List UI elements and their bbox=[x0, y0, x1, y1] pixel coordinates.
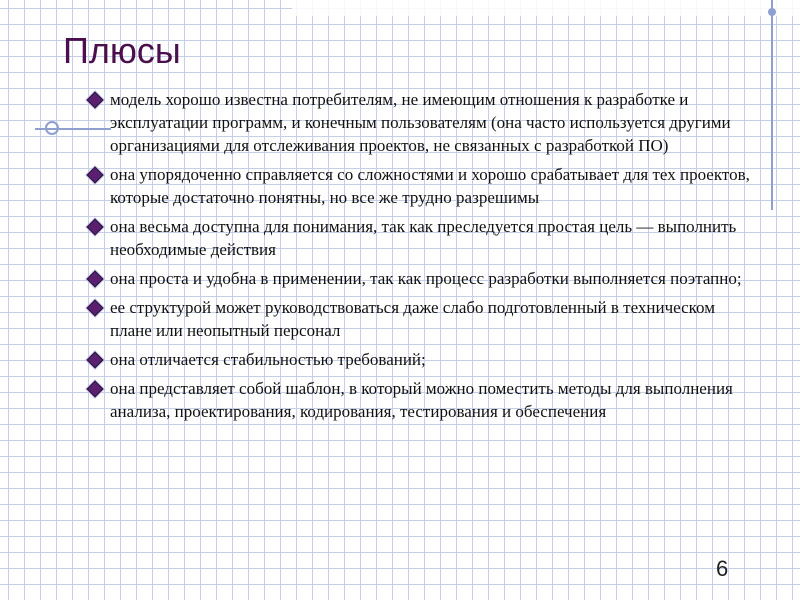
bullet-text: она весьма доступна для понимания, так как преследуется простая цель — выполнить необходимые действия bbox=[110, 217, 737, 259]
bullet-item bbox=[86, 348, 756, 371]
slide-title: Плюсы bbox=[63, 30, 181, 71]
bullet-text: модель хорошо известна потребителям, не имеющим отношения к разработке и эксплуатации программ, и конечным пользователям (она часто используется другими организациями для отслеживания проектов, не связанных с разработкой ПО) bbox=[110, 90, 731, 155]
bullet-text: она проста и удобна в применении, так как процесс разработки выполняется поэтапно; bbox=[110, 269, 742, 288]
diamond-bullet-icon bbox=[87, 300, 104, 317]
diamond-bullet-icon bbox=[87, 381, 104, 398]
diamond-bullet-icon bbox=[87, 352, 104, 369]
crosshair-circle-icon bbox=[45, 121, 59, 135]
decorative-dot-icon bbox=[768, 8, 776, 16]
decorative-vertical-line bbox=[771, 0, 773, 210]
bullet-text: она отличается стабильностью требований; bbox=[110, 350, 426, 369]
diamond-bullet-icon bbox=[87, 271, 104, 288]
diamond-bullet-icon bbox=[87, 219, 104, 236]
bullet-item bbox=[86, 88, 756, 157]
bullet-item bbox=[86, 163, 756, 209]
bullet-item bbox=[86, 296, 756, 342]
bullet-item bbox=[86, 215, 756, 261]
bullet-item bbox=[86, 267, 756, 290]
bullet-text: она представляет собой шаблон, в который можно поместить методы для выполнения анализа, проектирования, кодирования, тестирования и обеспечения bbox=[110, 379, 733, 421]
bullet-list bbox=[86, 88, 756, 429]
bullet-text: ее структурой может руководствоваться даже слабо подготовленный в техническом плане или неопытный персонал bbox=[110, 298, 715, 340]
diamond-bullet-icon bbox=[87, 167, 104, 184]
diamond-bullet-icon bbox=[87, 92, 104, 109]
page-number: 6 bbox=[716, 556, 729, 581]
bullet-item bbox=[86, 377, 756, 423]
top-band bbox=[292, 0, 800, 16]
bullet-text: она упорядоченно справляется со сложностями и хорошо срабатывает для тех проектов, которые достаточно понятны, но все же трудно разрешимы bbox=[110, 165, 750, 207]
